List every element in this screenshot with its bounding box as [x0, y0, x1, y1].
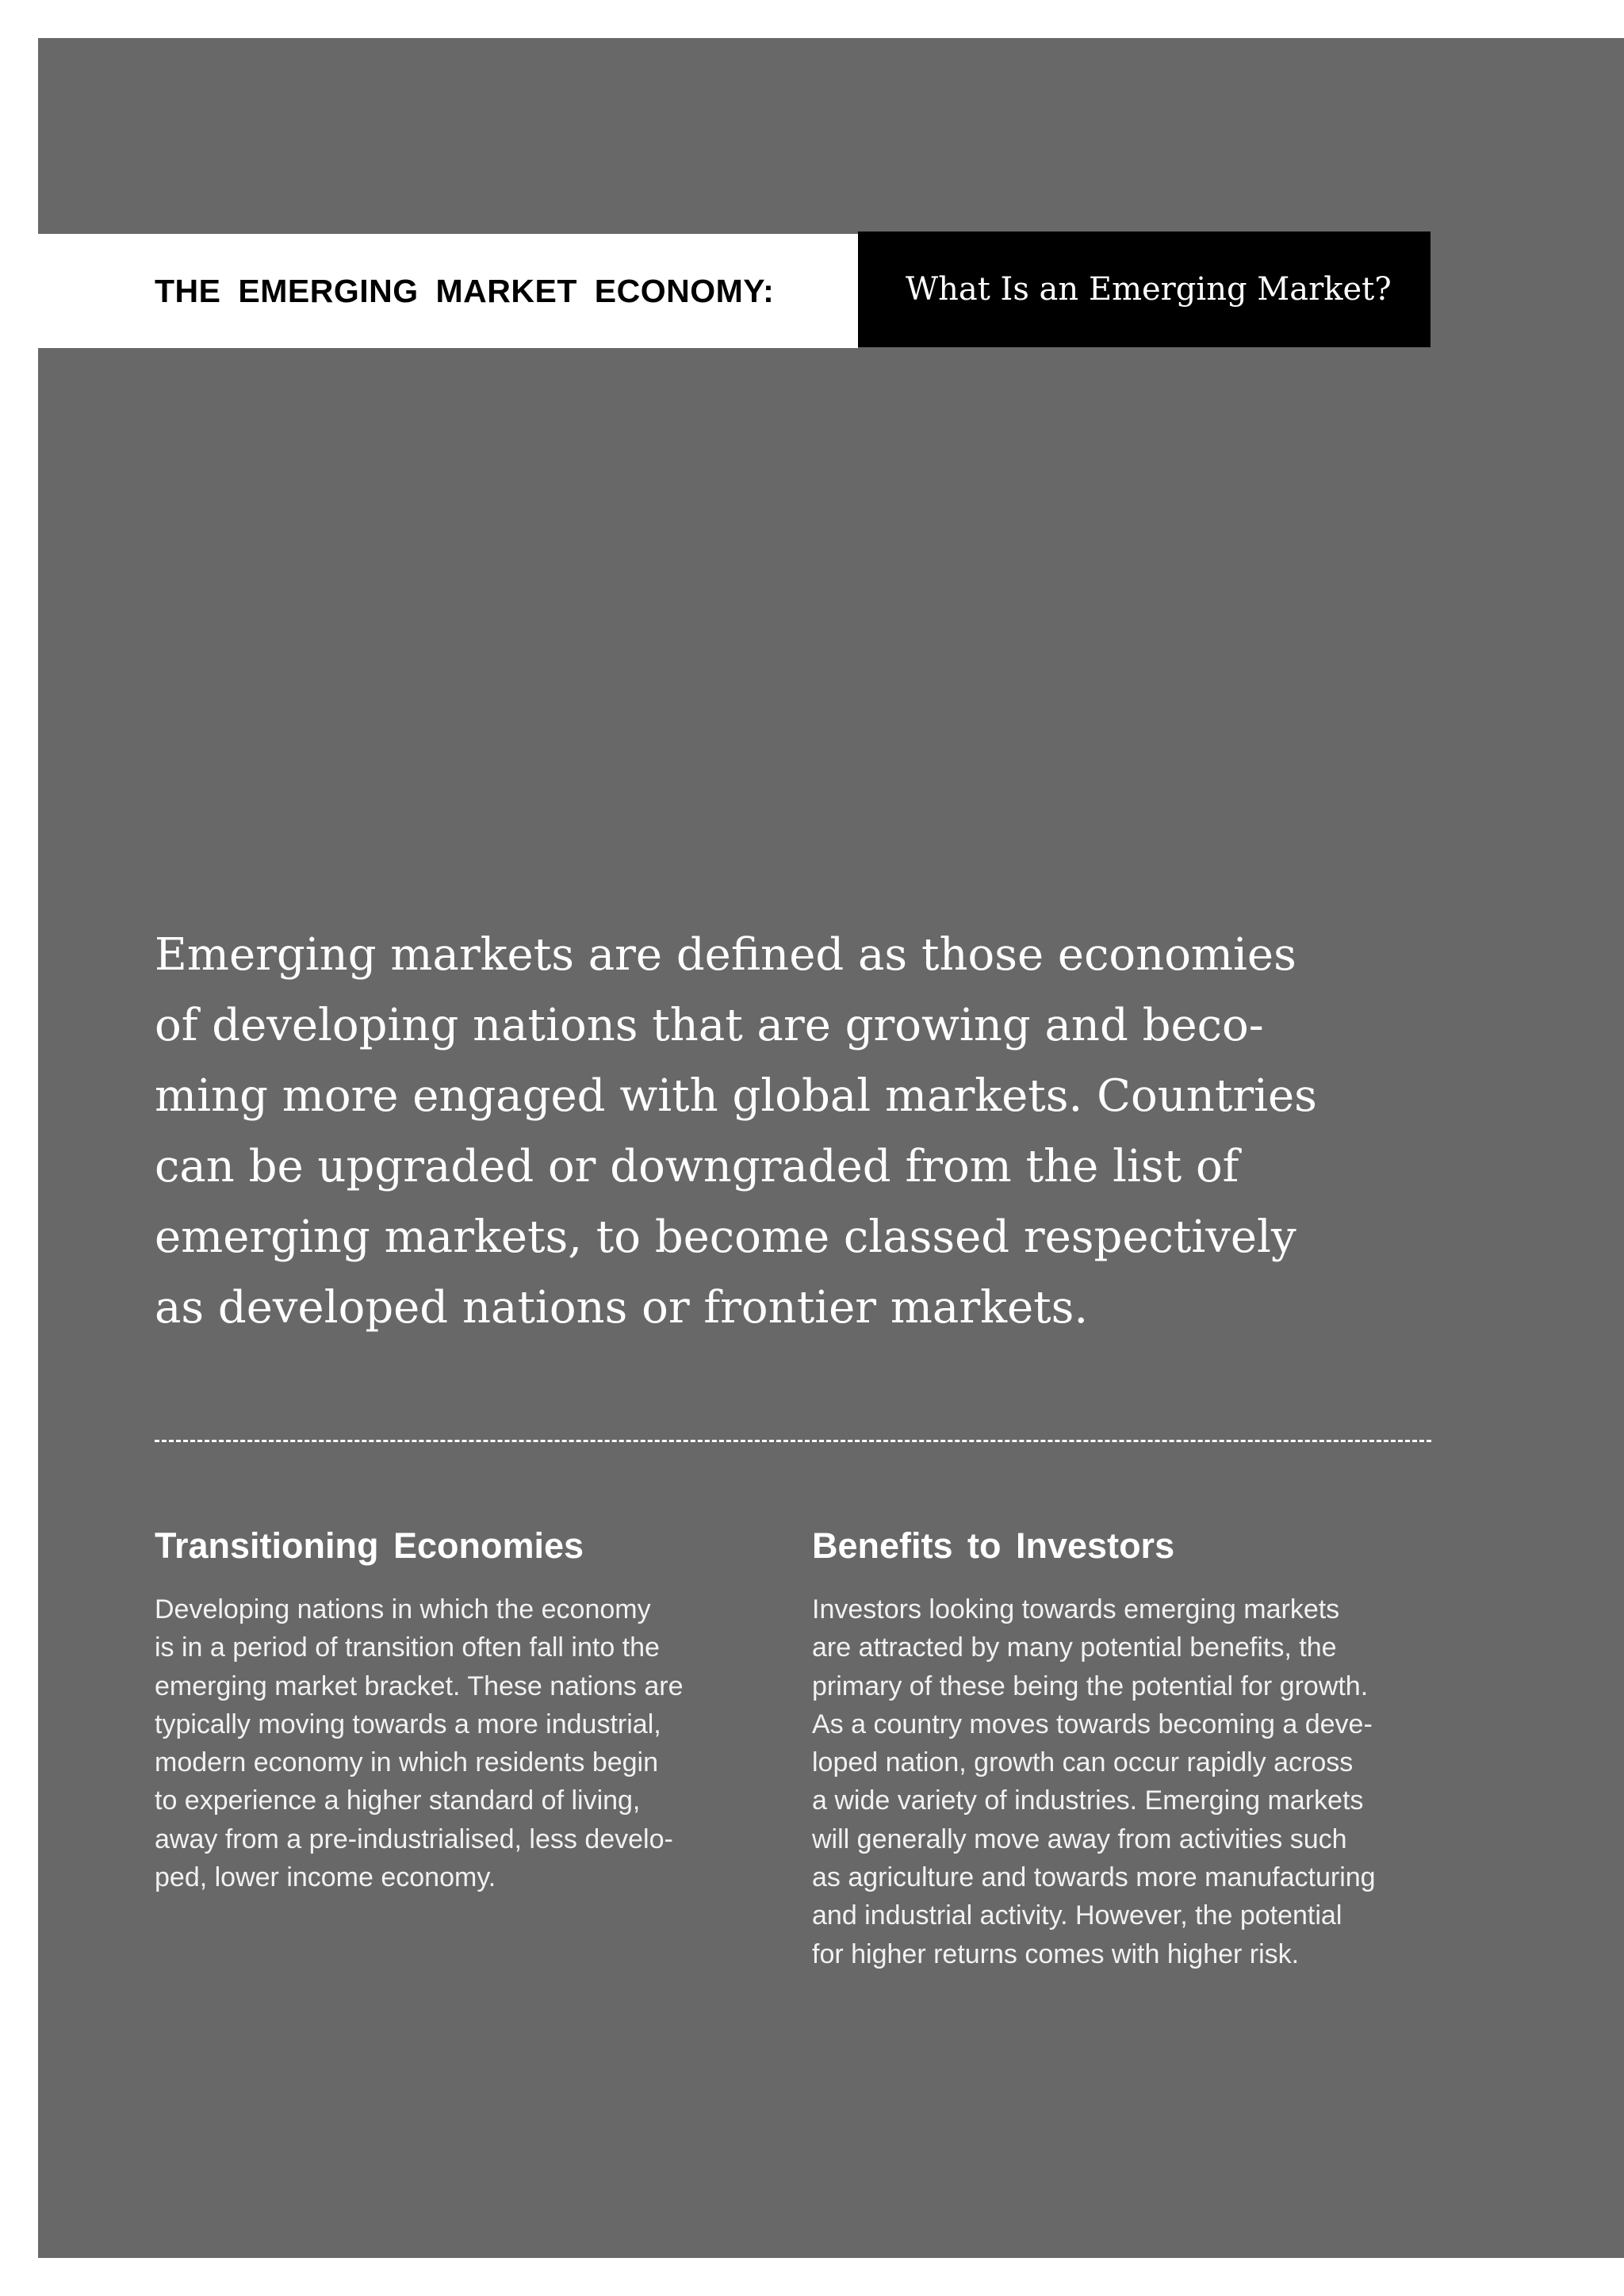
body-line: modern economy in which residents begin	[155, 1747, 659, 1778]
body-line: will generally move away from activities such	[812, 1823, 1347, 1854]
body-line: Investors looking towards emerging markets	[812, 1594, 1340, 1624]
body-line: to experience a higher standard of living,	[155, 1785, 641, 1816]
section-heading: Benefits to Investors	[812, 1525, 1175, 1566]
body-line: ped, lower income economy.	[155, 1862, 496, 1893]
section-heading: Transitioning Economies	[155, 1525, 584, 1566]
lead-line: as developed nations or frontier markets.	[155, 1282, 1089, 1334]
lead-line: emerging markets, to become classed respectively	[155, 1211, 1297, 1263]
body-line: is in a period of transition often fall into the	[155, 1632, 660, 1663]
body-line: away from a pre-industrialised, less develo-	[155, 1823, 673, 1854]
body-line: As a country moves towards becoming a deve-	[812, 1709, 1373, 1739]
body-line: and industrial activity. However, the potential	[812, 1900, 1342, 1931]
section-transitioning-economies	[155, 1522, 757, 1896]
header-label: THE EMERGING MARKET ECONOMY:	[155, 273, 775, 309]
lead-line: of developing nations that are growing and beco-	[155, 1000, 1264, 1051]
section-benefits-to-investors	[812, 1522, 1415, 1973]
dashed-divider	[155, 1440, 1431, 1442]
body-line: typically moving towards a more industrial,	[155, 1709, 661, 1739]
lead-paragraph	[155, 920, 1317, 1343]
section-body	[155, 1590, 757, 1896]
lead-line: can be upgraded or downgraded from the list of	[155, 1141, 1239, 1192]
body-line: as agriculture and towards more manufacturing	[812, 1862, 1376, 1893]
body-line: emerging market bracket. These nations are	[155, 1670, 684, 1701]
body-line: for higher returns comes with higher risk.	[812, 1938, 1300, 1969]
body-line: a wide variety of industries. Emerging markets	[812, 1785, 1364, 1816]
section-body	[812, 1590, 1415, 1973]
body-line: loped nation, growth can occur rapidly across	[812, 1747, 1354, 1778]
body-line: are attracted by many potential benefits, the	[812, 1632, 1337, 1663]
lead-line: ming more engaged with global markets. Countries	[155, 1070, 1317, 1122]
body-line: primary of these being the potential for growth.	[812, 1670, 1369, 1701]
body-line: Developing nations in which the economy	[155, 1594, 651, 1624]
header-subtitle: What Is an Emerging Market?	[906, 271, 1392, 308]
lead-line: Emerging markets are defined as those economies	[155, 929, 1297, 981]
